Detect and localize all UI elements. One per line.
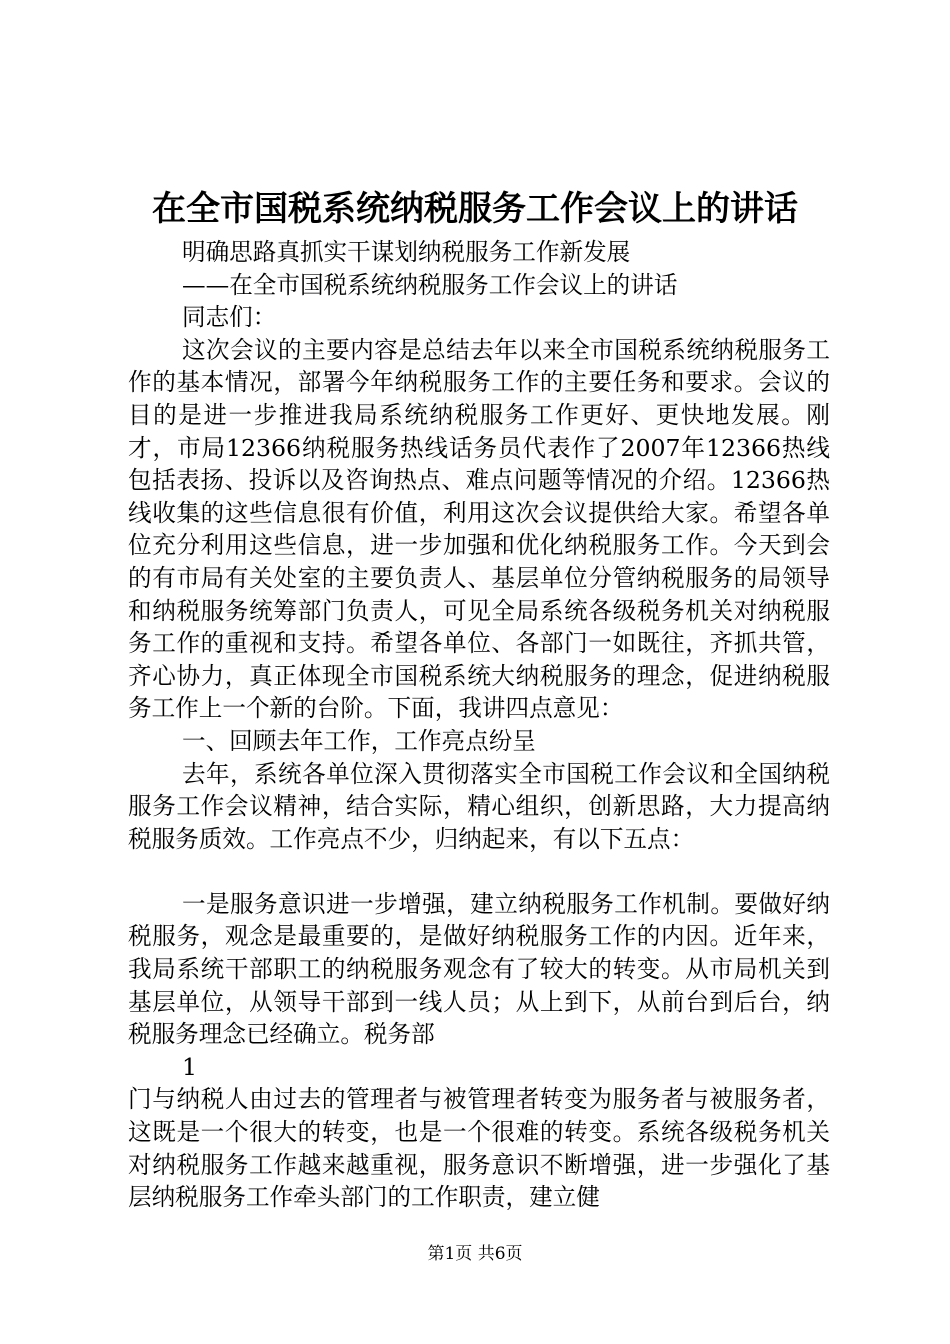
document-title: 在全市国税系统纳税服务工作会议上的讲话 <box>152 189 798 229</box>
paragraph-point-1: 一是服务意识进一步增强，建立纳税服务工作机制。要做好纳税服务，观念是最重要的，是做好纳税服务工作的内因。近年来，我局系统干部职工的纳税服务观念有了较大的转变。从市局机关到基层单位，从领导干部到一线人员；从上到下，从前台到后台，纳税服务理念已经确立。税务部 <box>128 889 830 1049</box>
greeting: 同志们： <box>182 303 277 332</box>
inline-page-number: 1 <box>182 1052 198 1081</box>
subtitle-secondary: ——在全市国税系统纳税服务工作会议上的讲话 <box>182 270 678 299</box>
section-heading-1: 一、回顾去年工作，工作亮点纷呈 <box>182 726 536 755</box>
paragraph-continued: 门与纳税人由过去的管理者与被管理者转变为服务者与被服务者，这既是一个很大的转变，也是一个很难的转变。系统各级税务机关对纳税服务工作越来越重视，服务意识不断增强，进一步强化了基层纳税服务工作牵头部门的工作职责，建立健 <box>128 1085 830 1212</box>
paragraph-intro: 这次会议的主要内容是总结去年以来全市国税系统纳税服务工作的基本情况，部署今年纳税服务工作的主要任务和要求。会议的目的是进一步推进我局系统纳税服务工作更好、更快地发展。刚才，市局12366纳税服务热线话务员代表作了2007年12366热线包括表扬、投诉以及咨询热点、难点问题等情况的介绍。12366热线收集的这些信息很有价值，利用这次会议提供给大家。希望各单位充分利用这些信息，进一步加强和优化纳税服务工作。今天到会的有市局有关处室的主要负责人、基层单位分管纳税服务的局领导和纳税服务统筹部门负责人，可见全局系统各级税务机关对纳税服务工作的重视和支持。希望各单位、各部门一如既往，齐抓共管，齐心协力，真正体现全市国税系统大纳税服务的理念，促进纳税服务工作上一个新的台阶。下面，我讲四点意见： <box>128 335 830 723</box>
document-body <box>128 236 830 1214</box>
page-footer: 第1页 共6页 <box>427 1244 523 1264</box>
paragraph-review: 去年，系统各单位深入贯彻落实全市国税工作会议和全国纳税服务工作会议精神，结合实际，精心组织，创新思路，大力提高纳税服务质效。工作亮点不少，归纳起来，有以下五点： <box>128 759 830 853</box>
subtitle: 明确思路真抓实干谋划纳税服务工作新发展 <box>182 238 631 266</box>
blank-line <box>128 855 830 888</box>
